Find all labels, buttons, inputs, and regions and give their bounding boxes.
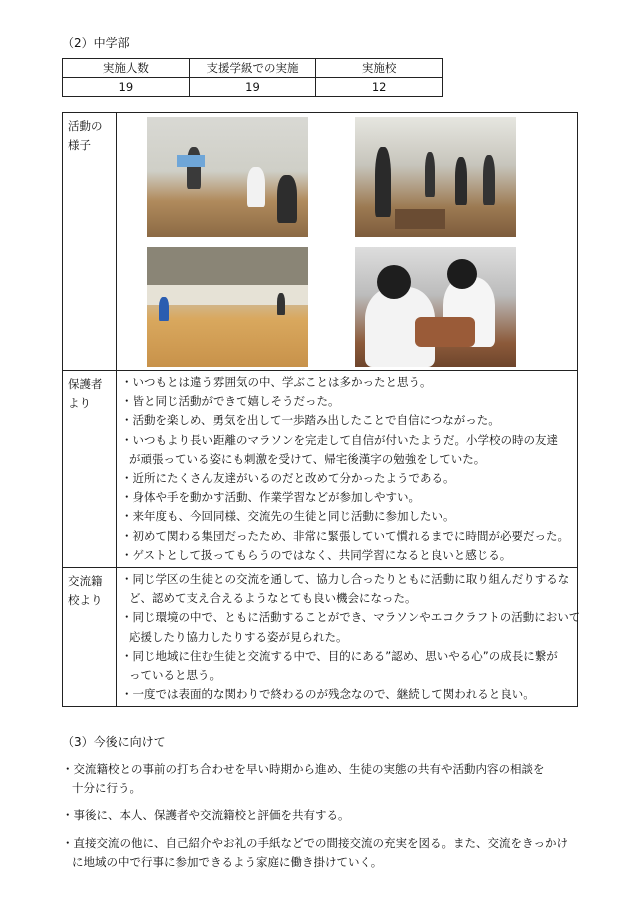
guardian-comment: ・身体や手を動かす活動、作業学習などが参加しやすい。 <box>121 490 420 505</box>
future-item-1-line2: 十分に行う。 <box>72 781 141 795</box>
partner-comment: ・同じ学区の生徒との交流を通して、協力し合ったりともに活動に取り組んだりするな <box>121 572 570 587</box>
guardian-comment: ・活動を楽しめ、勇気を出して一歩踏み出したことで自信につながった。 <box>121 413 500 428</box>
header-support-class: 支援学級での実施 <box>189 59 316 78</box>
partner-comment-continued: っていると思う。 <box>129 668 221 683</box>
activity-label-line2: 様子 <box>68 138 91 152</box>
activity-photos-cell <box>117 113 578 371</box>
future-item-3-line2: に地域の中で行事に参加できるよう家庭に働き掛けていく。 <box>72 855 383 869</box>
stats-table <box>62 58 443 97</box>
gymnasium-photo <box>147 247 308 367</box>
header-schools: 実施校 <box>316 59 443 78</box>
activity-label <box>63 113 117 371</box>
guardian-comment: ・近所にたくさん友達がいるのだと改めて分かったようである。 <box>121 471 455 486</box>
value-schools: 12 <box>316 78 443 97</box>
value-support-class: 19 <box>189 78 316 97</box>
photo-grid <box>117 113 577 370</box>
partner-school-comments <box>117 568 581 707</box>
stats-value-row <box>63 78 443 97</box>
crafting-photo <box>355 247 516 367</box>
report-table <box>62 112 581 707</box>
activity-label-line1: 活動の <box>68 119 103 133</box>
guardian-comment: ・いつもとは違う雰囲気の中、学ぶことは多かったと思う。 <box>121 375 432 389</box>
partner-school-label-line2: 校より <box>68 593 103 608</box>
activity-row <box>63 113 578 371</box>
classroom-photo <box>147 117 308 237</box>
stats-header-row <box>63 59 443 78</box>
guardians-label-line1: 保護者 <box>68 377 103 391</box>
guardians-comments <box>117 371 578 568</box>
future-item-3 <box>62 834 568 872</box>
partner-school-label-line1: 交流籍 <box>68 574 103 589</box>
guardians-label-line2: より <box>68 396 91 410</box>
guardians-label <box>63 371 117 568</box>
partner-comment-continued: 応援したり協力したりする姿が見られた。 <box>129 629 348 644</box>
partner-school-label <box>63 568 117 707</box>
partner-comment: ・同じ環境の中で、ともに活動することができ、マラソンやエコクラフトの活動において <box>121 610 581 625</box>
guardian-comment: ・初めて関わる集団だったため、非常に緊張していて慣れるまでに時間が必要だった。 <box>121 528 570 543</box>
guardian-comment-continued: が頑張っている姿にも刺激を受けて、帰宅後漢字の勉強をしていた。 <box>129 451 486 466</box>
partner-comment-continued: ど、認めて支え合えるようなとても良い機会になった。 <box>129 591 417 606</box>
guardian-comment: ・来年度も、今回同様、交流先の生徒と同じ活動に参加したい。 <box>121 509 455 524</box>
future-item-1-line1: ・交流籍校との事前の打ち合わせを早い時期から進め、生徒の実態の共有や活動内容の相談を <box>62 762 545 776</box>
guardian-comment: ・皆と同じ活動ができて嬉しそうだった。 <box>121 394 340 409</box>
future-item-2 <box>62 806 350 825</box>
classroom-standing-photo <box>355 117 516 237</box>
section-2-heading: （2）中学部 <box>62 36 130 50</box>
partner-comment: ・同じ地域に住む生徒と交流する中で、目的にある”認め、思いやる心”の成長に繋が <box>121 648 558 663</box>
guardians-row <box>63 371 578 568</box>
partner-school-row <box>63 568 578 707</box>
guardian-comment: ・いつもより長い距離のマラソンを完走して自信が付いたようだ。小学校の時の友達 <box>121 432 558 447</box>
future-item-2-line1: ・事後に、本人、保護者や交流籍校と評価を共有する。 <box>62 808 350 822</box>
header-participants: 実施人数 <box>63 59 190 78</box>
section-3-heading: （3）今後に向けて <box>62 735 166 749</box>
future-item-3-line1: ・直接交流の他に、自己紹介やお礼の手紙などでの間接交流の充実を図る。また、交流をきっかけ <box>62 836 568 850</box>
value-participants: 19 <box>63 78 190 97</box>
future-item-1 <box>62 760 545 798</box>
partner-comment: ・一度では表面的な関わりで終わるのが残念なので、継続して関われると良い。 <box>121 687 535 702</box>
guardian-comment: ・ゲストとして扱ってもらうのではなく、共同学習になると良いと感じる。 <box>121 547 512 562</box>
